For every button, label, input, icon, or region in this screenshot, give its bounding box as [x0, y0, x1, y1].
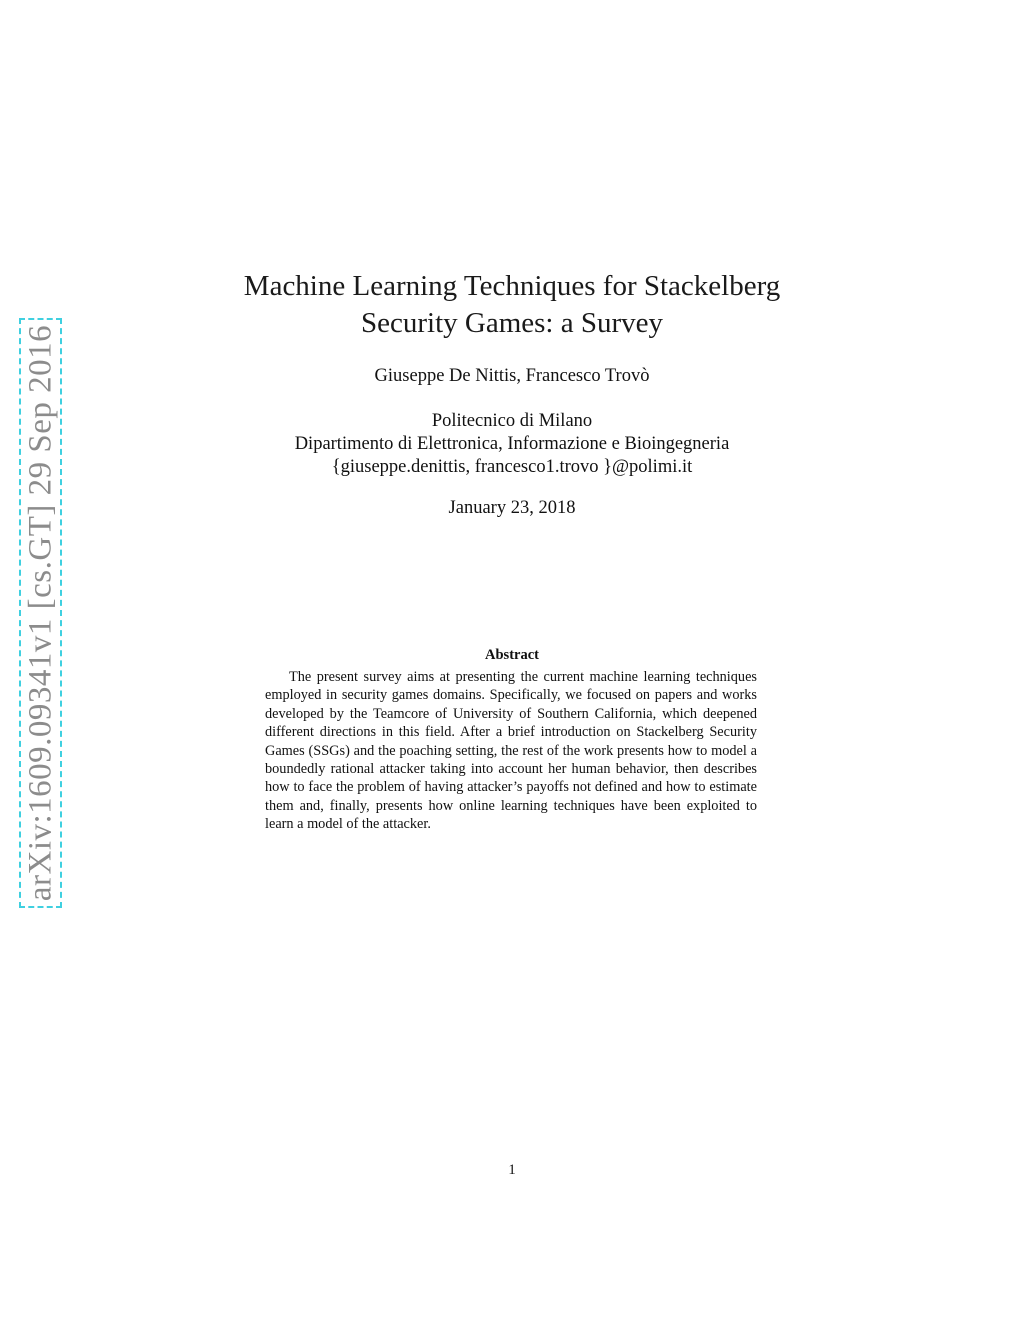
- paper-title: [0, 268, 1024, 342]
- abstract-text: The present survey aims at presenting the current machine learning techniques employed in security games domains. Specifically, we focused on papers and works developed by the Teamcore of University of Southern California, which deepened different directions in this field. After a brief introduction on Stackelberg Security Games (SSGs) and the poaching setting, the rest of the work presents how to model a boundedly rational attacker taking into account her human behavior, then describes how to face the problem of having attacker’s payoffs not defined and how to estimate them and, finally, presents how online learning techniques have been exploited to learn a model of the attacker.: [265, 669, 757, 833]
- arxiv-identifier: arXiv:1609.09341v1 [cs.GT] 29 Sep 2016: [22, 324, 58, 902]
- title-line-1: Machine Learning Techniques for Stackelberg: [243, 270, 781, 302]
- title-line-2: Security Games: a Survey: [360, 307, 663, 339]
- author-emails: {giuseppe.denittis, francesco1.trovo }@polimi.it: [331, 457, 693, 477]
- arxiv-stamp: [19, 318, 62, 908]
- abstract-heading: Abstract: [485, 647, 539, 663]
- department: Dipartimento di Elettronica, Informazione e Bioingegneria: [294, 434, 730, 454]
- author-list: Giuseppe De Nittis, Francesco Trovò: [374, 366, 650, 386]
- affiliation: [0, 410, 1024, 479]
- publication-date: January 23, 2018: [448, 498, 576, 518]
- institution: Politecnico di Milano: [431, 411, 593, 431]
- page-number: 1: [508, 1162, 516, 1178]
